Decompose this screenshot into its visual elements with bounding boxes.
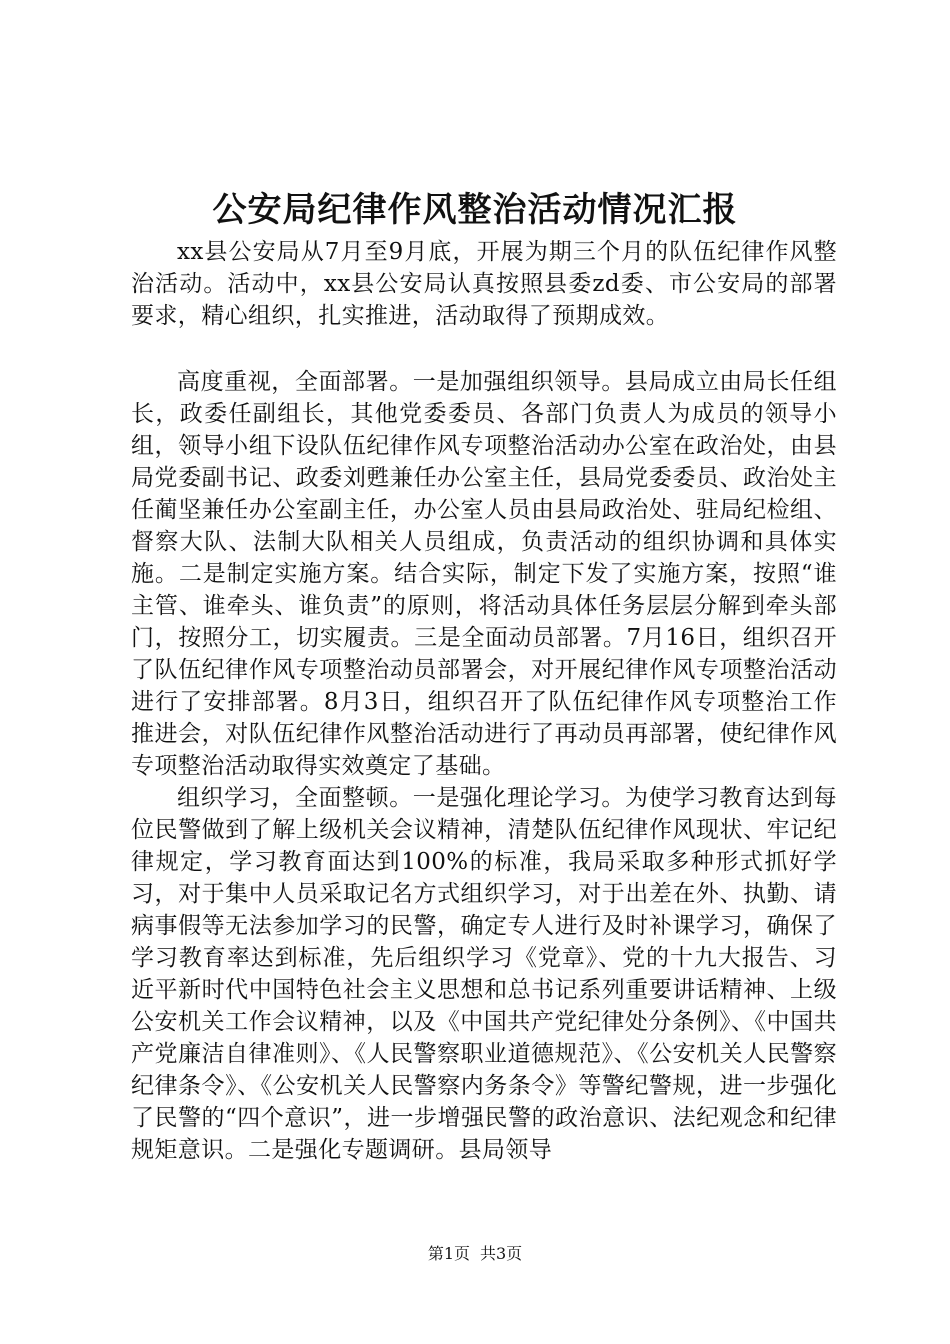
page-footer [0, 1243, 950, 1265]
page-number: 第1页 [427, 1244, 470, 1263]
paragraph-deployment: 高度重视，全面部署。一是加强组织领导。县局成立由局长任组长，政委任副组长，其他党委委员、各部门负责人为成员的领导小组，领导小组下设队伍纪律作风专项整治活动办公室在政治处，由县局党委副书记、政委刘甦兼任办公室主任，县局党委委员、政治处主任蔺坚兼任办公室副主任，办公室人员由县局政治处、驻局纪检组、督察大队、法制大队相关人员组成，负责活动的组织协调和具体实施。二是制定实施方案。结合实际，制定下发了实施方案，按照“谁主管、谁牵头、谁负责”的原则，将活动具体任务层层分解到牵头部门，按照分工，切实履责。三是全面动员部署。7月16日，组织召开了队伍纪律作风专项整治动员部署会，对开展纪律作风专项整治活动进行了安排部署。8月3日，组织召开了队伍纪律作风专项整治工作推进会，对队伍纪律作风整治活动进行了再动员再部署，使纪律作风专项整治活动取得实效奠定了基础。 [131, 369, 837, 779]
document-title: 公安局纪律作风整治活动情况汇报 [212, 190, 738, 230]
document-body [131, 236, 837, 1166]
paragraph-study: 组织学习，全面整顿。一是强化理论学习。为使学习教育达到每位民警做到了解上级机关会议精神，清楚队伍纪律作风现状、牢记纪律规定，学习教育面达到100%的标准，我局采取多种形式抓好学习，对于集中人员采取记名方式组织学习，对于出差在外、执勤、请病事假等无法参加学习的民警，确定专人进行及时补课学习，确保了学习教育率达到标准，先后组织学习《党章》、党的十九大报告、习近平新时代中国特色社会主义思想和总书记系列重要讲话精神、上级公安机关工作会议精神，以及《中国共产党纪律处分条例》、《中国共产党廉洁自律准则》、《人民警察职业道德规范》、《公安机关人民警察纪律条令》、《公安机关人民警察内务条令》等警纪警规，进一步强化了民警的“四个意识”，进一步增强民警的政治意识、法纪观念和纪律规矩意识。二是强化专题调研。县局领导 [131, 785, 837, 1163]
page-total: 共3页 [480, 1244, 523, 1263]
paragraph-intro: xx县公安局从7月至9月底，开展为期三个月的队伍纪律作风整治活动。活动中，xx县公安局认真按照县委zd委、市公安局的部署要求，精心组织，扎实推进，活动取得了预期成效。 [131, 239, 837, 329]
